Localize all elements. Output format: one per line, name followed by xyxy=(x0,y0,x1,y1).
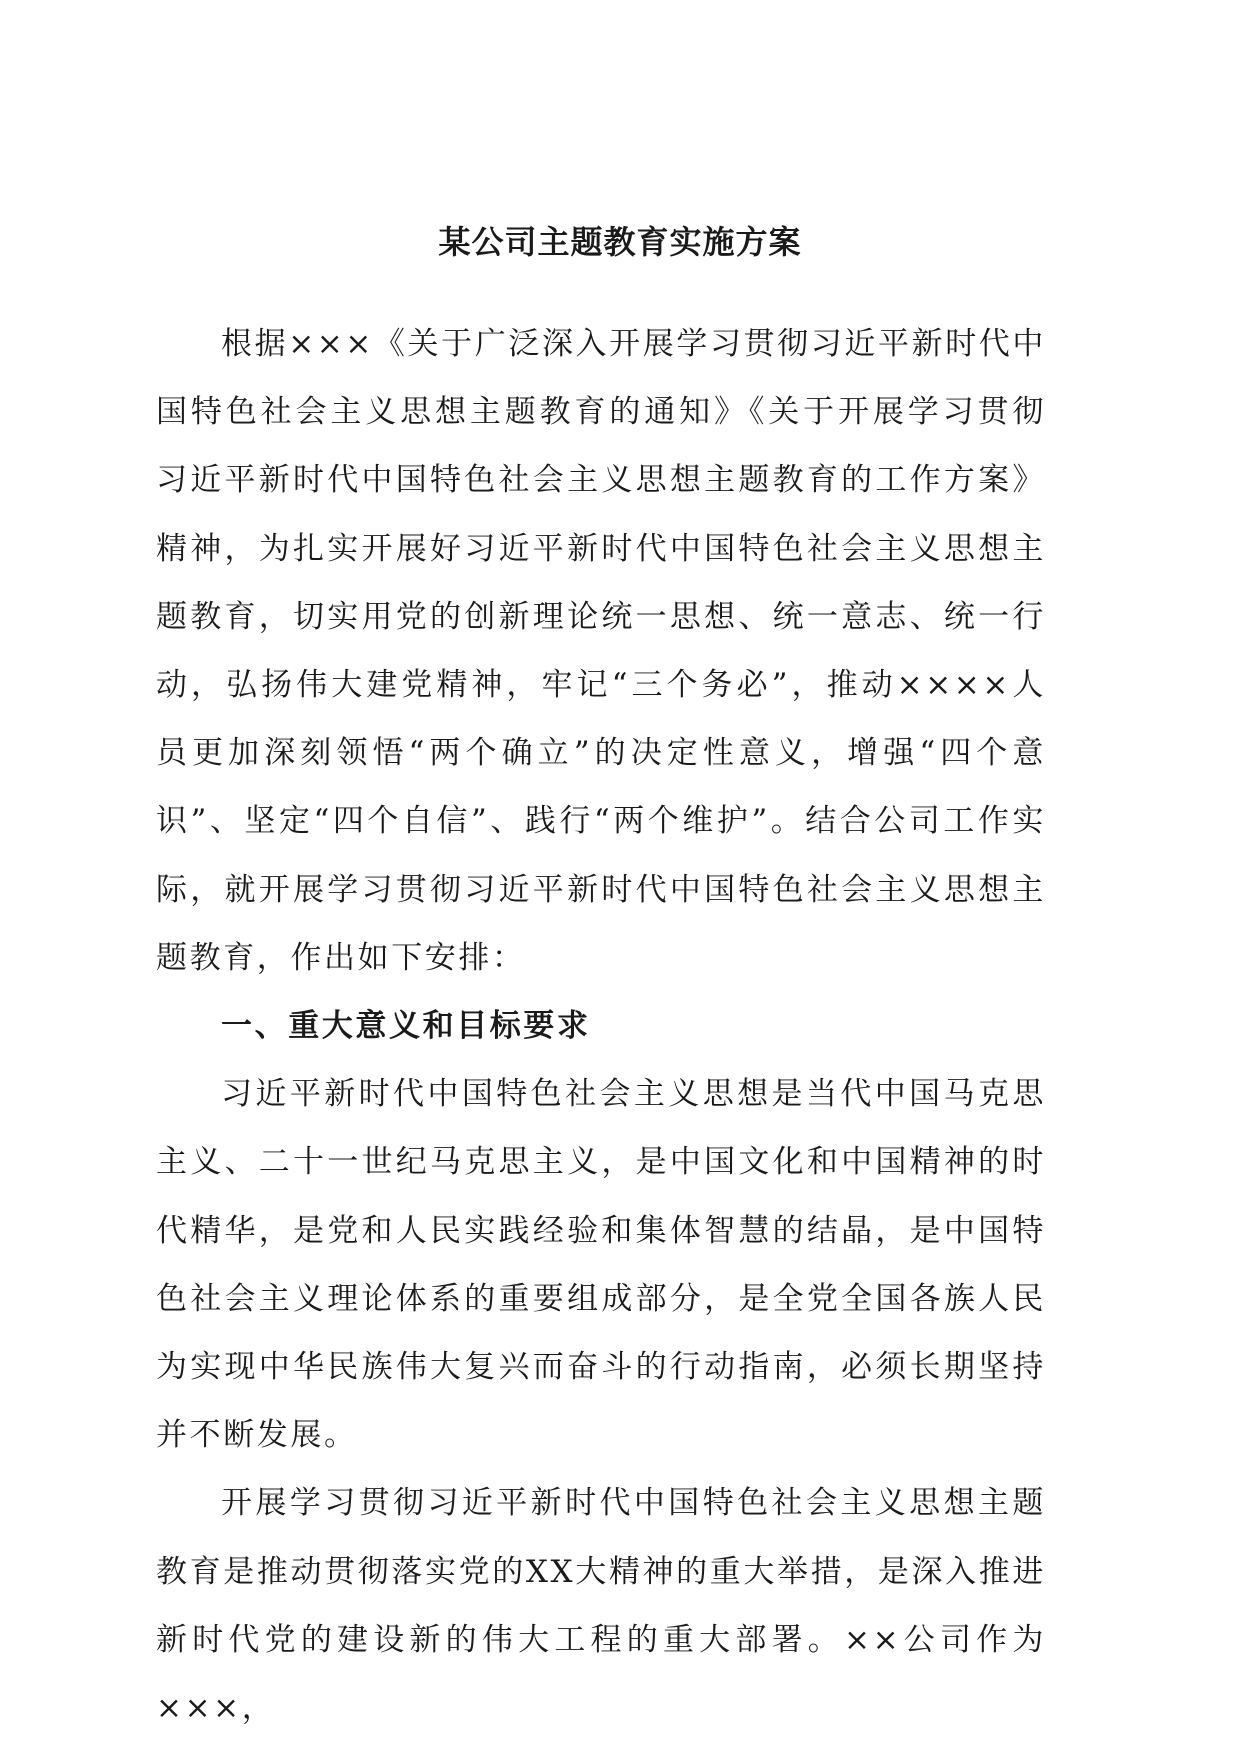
paragraph-intro: 根据×××《关于广泛深入开展学习贯彻习近平新时代中国特色社会主义思想主题教育的通知》《关于开展学习贯彻习近平新时代中国特色社会主义思想主题教育的工作方案》精神，为扎实开展好习近平新时代中国特色社会主义思想主题教育，切实用党的创新理论统一思想、统一意志、统一行动，弘扬伟大建党精神，牢记“三个务必”，推动××××人员更加深刻领悟“两个确立”的决定性意义，增强“四个意识”、坚定“四个自信”、践行“两个维护”。结合公司工作实际，就开展学习贯彻习近平新时代中国特色社会主义思想主题教育，作出如下安排： xyxy=(156,326,1046,976)
paragraph-significance: 习近平新时代中国特色社会主义思想是当代中国马克思主义、二十一世纪马克思主义，是中国文化和中国精神的时代精华，是党和人民实践经验和集体智慧的结晶，是中国特色社会主义理论体系的重要组成部分，是全党全国各族人民为实现中华民族伟大复兴而奋斗的行动指南，必须长期坚持并不断发展。 xyxy=(156,1076,1046,1454)
section-heading-1: 一、重大意义和目标要求 xyxy=(221,1008,591,1045)
document-title: 某公司主题教育实施方案 xyxy=(438,223,802,261)
paragraph-measures: 开展学习贯彻习近平新时代中国特色社会主义思想主题教育是推动贯彻落实党的XX大精神的重大举措，是深入推进新时代党的建设新的伟大工程的重大部署。××公司作为×××， xyxy=(156,1485,1046,1727)
document-body xyxy=(156,310,1046,1742)
